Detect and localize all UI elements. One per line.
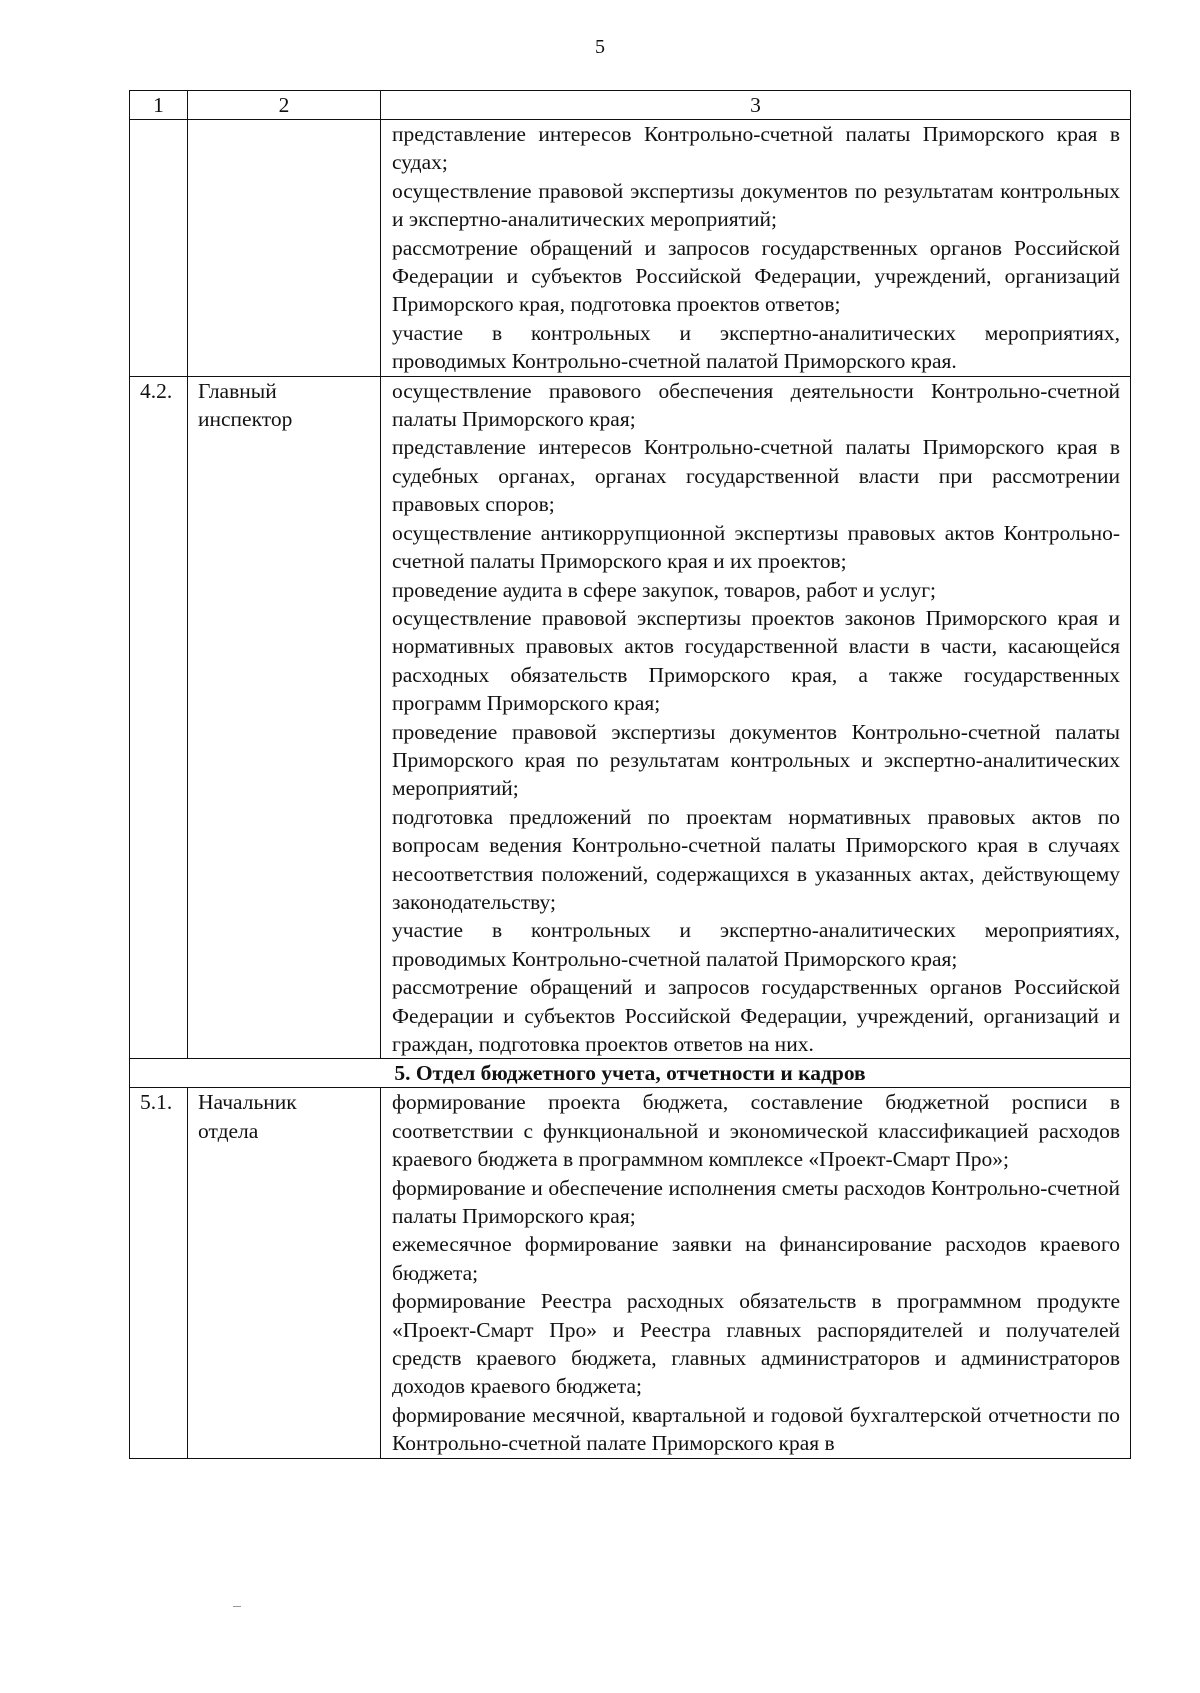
duty-item: осуществление антикоррупционной экспертизы правовых актов Контрольно-счетной палаты Приморского края и их проектов;	[392, 520, 1120, 574]
header-col-3: 3	[381, 91, 1131, 120]
table-row	[130, 1088, 1131, 1458]
page-number: 5	[595, 36, 605, 58]
section-title: 5. Отдел бюджетного учета, отчетности и кадров	[130, 1059, 1131, 1088]
row-duties	[381, 120, 1131, 377]
scan-artifact	[233, 1606, 241, 1607]
duty-item: осуществление правовой экспертизы проектов законов Приморского края и нормативных правовых актов государственной власти в части, касающейся расходных обязательств Приморского края, а также государственных программ Приморского края;	[392, 605, 1120, 716]
position-line: инспектор	[198, 407, 293, 432]
duty-item: ежемесячное формирование заявки на финансирование расходов краевого бюджета;	[392, 1232, 1120, 1285]
section-heading-row	[130, 1059, 1131, 1088]
duty-item: формирование и обеспечение исполнения сметы расходов Контрольно-счетной палаты Приморского края;	[392, 1175, 1120, 1229]
duty-item: участие в контрольных и экспертно-аналитических мероприятиях, проводимых Контрольно-счетной палатой Приморского края.	[392, 320, 1120, 374]
duty-item: рассмотрение обращений и запросов государственных органов Российской Федерации и субъектов Российской Федерации, учреждений, организаций Приморского края, подготовка проектов ответов;	[392, 235, 1120, 317]
duty-item: формирование месячной, квартальной и годовой бухгалтерской отчетности по Контрольно-счетной палате Приморского края в	[392, 1402, 1120, 1456]
duty-item: формирование проекта бюджета, составление бюджетной росписи в соответствии с функциональной и экономической классификацией расходов краевого бюджета в программном комплексе «Проект-Смарт Про»;	[392, 1090, 1120, 1172]
duty-item: формирование Реестра расходных обязательств в программном продукте «Проект-Смарт Про» и Реестра главных распорядителей и получателей средств краевого бюджета, главных администраторов и администраторов доходов краевого бюджета;	[392, 1289, 1120, 1399]
position-line: отдела	[198, 1118, 259, 1143]
row-number: 5.1.	[130, 1088, 188, 1458]
duty-item: рассмотрение обращений и запросов государственных органов Российской Федерации и субъектов Российской Федерации, учреждений, организаций и граждан, подготовка проектов ответов на них.	[392, 975, 1120, 1056]
row-position	[188, 1088, 381, 1458]
duty-item: представление интересов Контрольно-счетной палаты Приморского края в судах;	[392, 122, 1120, 175]
row-number	[130, 120, 188, 377]
row-position	[188, 120, 381, 377]
duty-item: участие в контрольных и экспертно-аналитических мероприятиях, проводимых Контрольно-счетной палатой Приморского края;	[392, 918, 1120, 971]
duty-item: осуществление правового обеспечения деятельности Контрольно-счетной палаты Приморского края;	[392, 378, 1120, 432]
row-duties	[381, 1088, 1131, 1458]
row-number: 4.2.	[130, 376, 188, 1059]
duty-item: подготовка предложений по проектам нормативных правовых актов по вопросам ведения Контрольно-счетной палаты Приморского края в случаях несоответствия положений, содержащихся в указанных актах, действующему законодательству;	[392, 804, 1120, 914]
duty-item: проведение правовой экспертизы документов Контрольно-счетной палаты Приморского края по результатам контрольных и экспертно-аналитических мероприятий;	[392, 719, 1120, 801]
table-row	[130, 376, 1131, 1059]
duty-item: проведение аудита в сфере закупок, товаров, работ и услуг;	[392, 577, 937, 602]
row-duties	[381, 376, 1131, 1059]
position-line: Главный	[198, 378, 277, 403]
duty-item: осуществление правовой экспертизы документов по результатам контрольных и экспертно-аналитических мероприятий;	[392, 178, 1120, 232]
duty-item: представление интересов Контрольно-счетной палаты Приморского края в судебных органах, органах государственной власти при рассмотрении правовых споров;	[392, 435, 1120, 517]
duties-table	[129, 90, 1131, 1459]
table-row	[130, 120, 1131, 377]
position-line: Начальник	[198, 1090, 297, 1115]
header-col-2: 2	[188, 91, 381, 120]
row-position	[188, 376, 381, 1059]
table-header-row	[130, 91, 1131, 120]
header-col-1: 1	[130, 91, 188, 120]
